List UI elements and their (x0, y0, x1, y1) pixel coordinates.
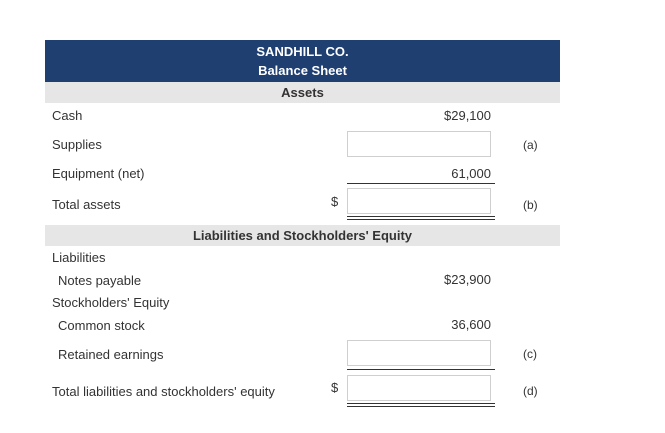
supplies-label: Supplies (52, 137, 102, 152)
total-liabilities-equity-note: (d) (523, 384, 538, 398)
total-assets-input[interactable] (347, 188, 491, 214)
liabilities-label: Liabilities (52, 250, 106, 265)
assets-heading: Assets (45, 82, 560, 103)
total-assets-currency: $ (331, 194, 339, 209)
total-assets-label: Total assets (52, 197, 121, 212)
liabilities-equity-heading: Liabilities and Stockholders' Equity (45, 225, 560, 246)
retained-earnings-note: (c) (523, 347, 537, 361)
cash-label: Cash (52, 108, 83, 123)
retained-earnings-input[interactable] (347, 340, 491, 366)
notes-payable-label: Notes payable (58, 273, 142, 288)
statement-header (45, 40, 560, 82)
supplies-input[interactable] (347, 131, 491, 157)
equipment-underline (347, 183, 495, 184)
notes-payable-value: $23,900 (444, 272, 491, 287)
statement-title: Balance Sheet (258, 63, 347, 78)
total-liabilities-equity-label: Total liabilities and stockholders' equity (52, 384, 275, 399)
common-stock-value: 36,600 (451, 317, 491, 332)
retained-earnings-label: Retained earnings (58, 347, 164, 362)
total-assets-note: (b) (523, 198, 538, 212)
total-liabilities-equity-input[interactable] (347, 375, 491, 401)
total-liabilities-equity-currency: $ (331, 380, 339, 395)
company-name: SANDHILL CO. (256, 44, 349, 59)
equipment-value: 61,000 (451, 166, 491, 181)
supplies-note: (a) (523, 138, 538, 152)
total-liabilities-equity-double-rule-1 (347, 403, 495, 404)
total-assets-double-rule-2 (347, 219, 495, 220)
total-assets-double-rule-1 (347, 216, 495, 217)
common-stock-label: Common stock (58, 318, 145, 333)
total-liabilities-equity-double-rule-2 (347, 406, 495, 407)
equipment-label: Equipment (net) (52, 166, 145, 181)
cash-value: $29,100 (444, 108, 491, 123)
retained-earnings-underline (347, 369, 495, 370)
stockholders-equity-label: Stockholders' Equity (52, 295, 170, 310)
